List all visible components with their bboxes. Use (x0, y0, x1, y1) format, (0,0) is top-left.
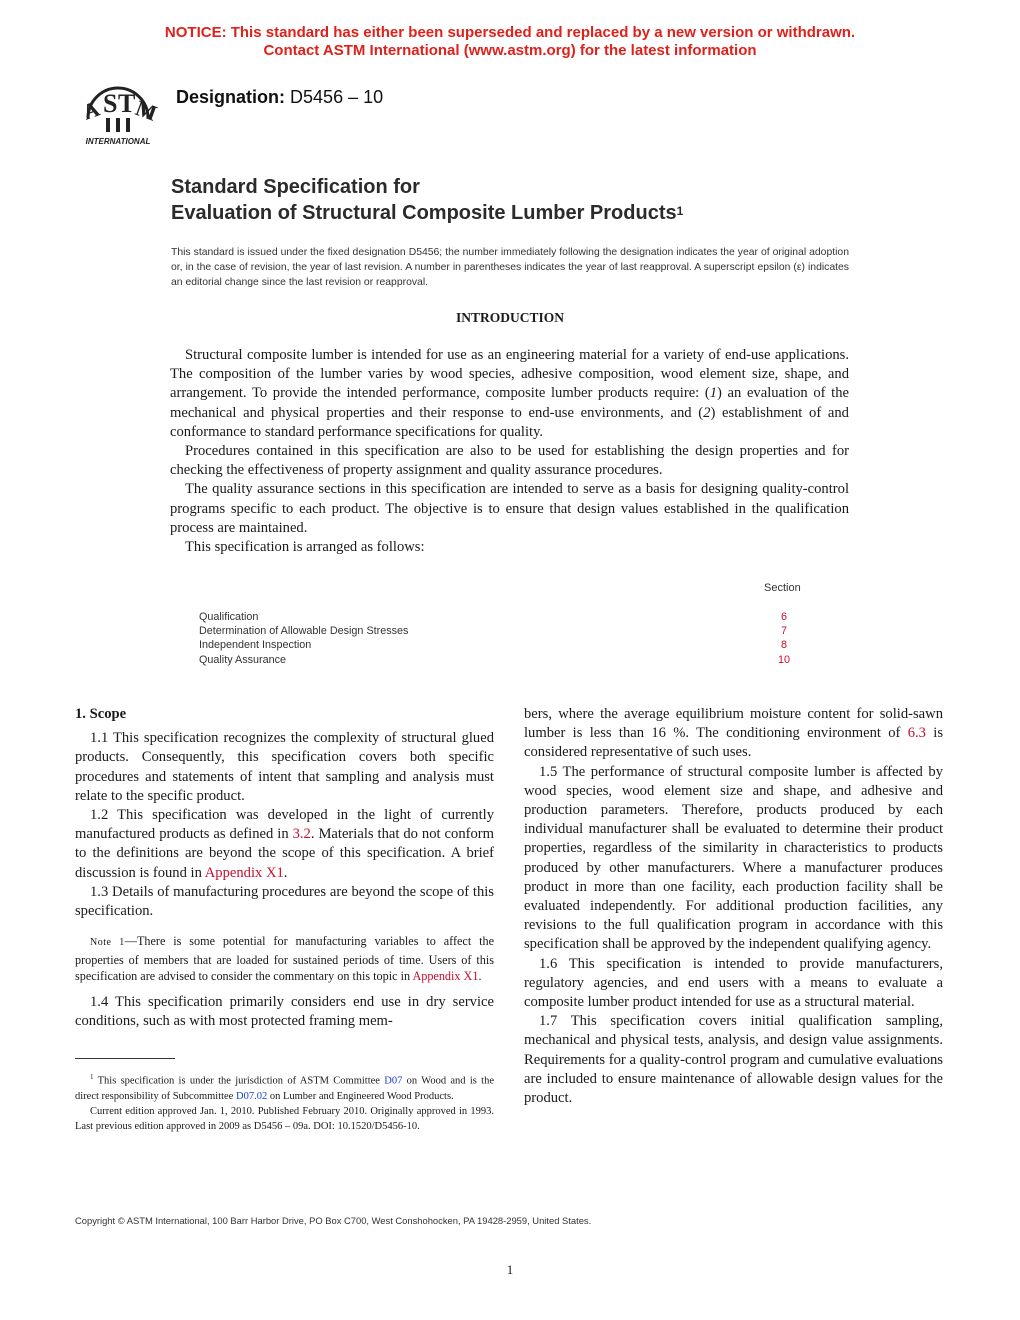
introduction-heading: INTRODUCTION (455, 310, 564, 325)
table-of-contents (199, 610, 799, 667)
intro-paragraph-3: The quality assurance sections in this specification are intended to serve as a basis for designing quality-control programs specific to each product. The objective is to ensure that design values established in the qualification process are maintained. (170, 481, 849, 536)
footnote-2: Current edition approved Jan. 1, 2010. Published February 2010. Originally approved in 1993. Last previous edition approved in 2009 as D5456 – 09a. DOI: 10.1520/D5456-10. (75, 1105, 494, 1132)
intro-paragraph-2: Procedures contained in this specification are also to be used for establishing the design properties and for checking the effectiveness of property assignment and quality assurance procedures. (170, 443, 849, 479)
section-heading-scope: 1. Scope (75, 706, 127, 722)
paragraph-1-5: 1.5 The performance of structural composite lumber is affected by wood species, wood element size and shape, and adhesive and production parameters. Therefore, products produced by each individual manufacturer shall be evaluated to determine their product properties, regardless of the similarity in characteristics to products produced by other manufacturers. Where a manufacturer produces product in more than one facility, each production facility shall be evaluated independently. For additional production facilities, any revisions to the full qualification program in accordance with this specification shall be approved by the independent qualifying agency. (524, 763, 943, 953)
toc-row: Qualification 6 (199, 610, 799, 624)
svg-text:S: S (103, 89, 118, 118)
link-appendix-x1[interactable]: Appendix X1 (204, 864, 284, 881)
link-3-2[interactable]: 3.2 (292, 826, 311, 843)
toc-row: Determination of Allowable Design Stresses 7 (199, 624, 799, 638)
toc-link[interactable]: 10 (777, 653, 790, 666)
footnote-divider (75, 1058, 175, 1059)
title-line-1: Standard Specification for (171, 176, 420, 198)
designation-label: Designation: (176, 87, 286, 107)
svg-text:A: A (79, 95, 103, 125)
paragraph-1-4: 1.4 This specification primarily considers end use in dry service conditions, such as with most protected framing mem- (75, 994, 494, 1030)
intro-paragraph-1: Structural composite lumber is intended for use as an engineering material for a variety of end-use applications. The composition of the lumber varies by wood species, adhesive composition, wood element size, shape, and arrangement. To provide the intended performance, composite lumber products require: (1) an evaluation of the mechanical and physical properties and their response to end-use environments, and (2) establishment of and conformance to standard performance specifications for quality. (170, 347, 849, 440)
paragraph-1-1: 1.1 This specification recognizes the complexity of structural glued products. Consequently, this specification covers both specific procedures and statements of intent that sampling and analysis must relate to the specific product. (75, 730, 494, 804)
copyright: Copyright © ASTM International, 100 Barr Harbor Drive, PO Box C700, West Conshohocken, PA 19428-2959, United States. (75, 1215, 592, 1226)
toc-row: Quality Assurance 10 (199, 653, 799, 667)
title-line-2: Evaluation of Structural Composite Lumber Products (171, 202, 677, 224)
astm-logo (76, 74, 160, 148)
title-footnote-marker: 1 (676, 204, 684, 218)
toc-heading: Section (764, 582, 801, 594)
logo-subtext: INTERNATIONAL (85, 137, 151, 146)
link-subcommittee-d07-02[interactable]: D07.02 (235, 1090, 268, 1102)
document-title (171, 174, 683, 226)
footnote-1: $^1$ This specification is under the jurisdiction of ASTM Committee D07 on Wood and is the direct responsibility of Subcommittee D07.02 on Lumber and Engineered Wood Products. (75, 1073, 494, 1102)
toc-link[interactable]: 7 (780, 625, 787, 638)
paragraph-1-3: 1.3 Details of manufacturing procedures are beyond the scope of this specification. (75, 883, 494, 920)
introduction-body (170, 346, 849, 557)
link-6-3[interactable]: 6.3 (907, 725, 926, 742)
footnotes (75, 1070, 494, 1134)
toc-link[interactable]: 8 (780, 639, 787, 652)
paragraph-1-4-continued: bers, where the average equilibrium moisture content for solid-sawn lumber is less than 16 %. The conditioning environment of 6.3 is considered representative of such uses. (524, 706, 943, 761)
svg-text:M: M (132, 95, 160, 126)
designation (176, 87, 383, 108)
svg-text:T: T (118, 89, 136, 118)
paragraph-1-2: 1.2 This specification was developed in the light of currently manufactured products as defined in 3.2. Materials that do not conform to the definitions are beyond the scope of this specification. A brief discussion is found in Appendix X1. (75, 807, 494, 881)
page-number: 1 (506, 1262, 514, 1277)
right-column (524, 705, 943, 1108)
link-committee-d07[interactable]: D07 (384, 1075, 403, 1087)
note-1: Note 1—There is some potential for manufacturing variables to affect the properties of members that are loaded for sustained periods of time. Users of this specification are advised to consider the commentary on this topic in Appendix X1. (75, 934, 494, 984)
notice-line-2: Contact ASTM International (www.astm.org) for the latest information (263, 42, 757, 59)
paragraph-1-7: 1.7 This specification covers initial qualification sampling, mechanical and physical tests, analysis, and design value assignments. Requirements for a quality-control program and cumulative evaluations are included to ensure maintenance of allowable design values for the product. (524, 1013, 943, 1107)
left-column (75, 705, 494, 1031)
designation-value: D5456 – 10 (290, 87, 384, 107)
intro-paragraph-4: This specification is arranged as follows: (185, 539, 425, 556)
standard-note: This standard is issued under the fixed designation D5456; the number immediately following the designation indicates the year of original adoption or, in the case of revision, the year of last revision. A number in parentheses indicates the year of last reapproval. A superscript epsilon (ε) indicates an editorial change since the last revision or reapproval. (171, 247, 849, 288)
notice-line-1: NOTICE: This standard has either been superseded and replaced by a new version or withdrawn. (164, 24, 856, 41)
toc-link[interactable]: 6 (780, 611, 787, 623)
toc-row: Independent Inspection 8 (199, 638, 799, 652)
paragraph-1-6: 1.6 This specification is intended to provide manufacturers, regulatory agencies, and end users with a means to evaluate a composite lumber product intended for use as a structural material. (524, 955, 943, 1011)
link-appendix-x1-note[interactable]: Appendix X1 (412, 969, 479, 984)
notice-banner (0, 24, 1020, 60)
